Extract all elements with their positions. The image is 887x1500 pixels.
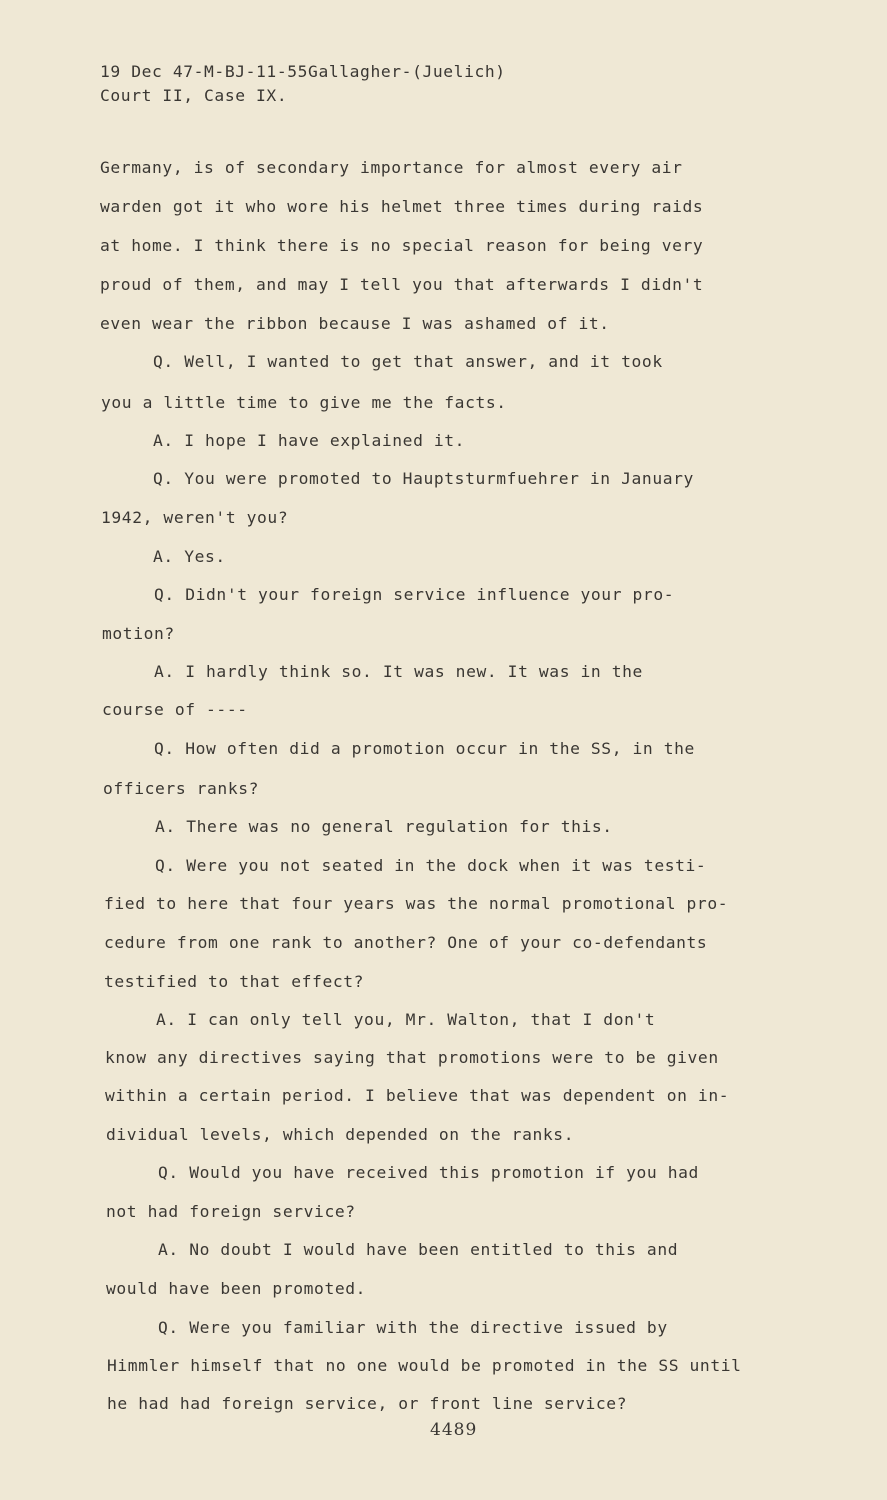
transcript-line: warden got it who wore his helmet three times during raids [100, 197, 704, 216]
transcript-line: Himmler himself that no one would be promoted in the SS until [107, 1356, 742, 1375]
transcript-line: A. There was no general regulation for this. [103, 817, 613, 836]
transcript-line: Q. Didn't your foreign service influence your pro- [102, 585, 675, 604]
transcript-line: cedure from one rank to another? One of your co-defendants [104, 933, 708, 952]
transcript-line: dividual levels, which depended on the ranks. [106, 1125, 575, 1144]
transcript-line: Q. How often did a promotion occur in the SS, in the [102, 739, 695, 758]
transcript-line: Q. Were you not seated in the dock when it was testi- [103, 856, 707, 875]
transcript-line: testified to that effect? [104, 972, 365, 991]
transcript-line: officers ranks? [103, 779, 260, 798]
transcript-line: A. I can only tell you, Mr. Walton, that I don't [104, 1010, 656, 1029]
transcript-line: proud of them, and may I tell you that afterwards I didn't [100, 275, 704, 294]
transcript-line: course of ---- [102, 700, 248, 719]
transcript-line: A. I hope I have explained it. [101, 431, 466, 450]
transcript-line: fied to here that four years was the normal promotional pro- [104, 894, 729, 913]
transcript-line: Q. Well, I wanted to get that answer, and it took [101, 352, 663, 371]
transcript-line: A. Yes. [101, 547, 226, 566]
transcript-line: he had had foreign service, or front line service? [107, 1394, 628, 1413]
transcript-line: even wear the ribbon because I was ashamed of it. [100, 314, 610, 333]
header-line-1: 19 Dec 47-M-BJ-11-55Gallagher-(Juelich) [100, 62, 506, 81]
transcript-line: within a certain period. I believe that was dependent on in- [105, 1086, 730, 1105]
transcript-line: not had foreign service? [106, 1202, 356, 1221]
transcript-line: A. I hardly think so. It was new. It was in the [102, 662, 643, 681]
transcript-line: know any directives saying that promotions were to be given [105, 1048, 719, 1067]
transcript-line: at home. I think there is no special reason for being very [100, 236, 704, 255]
transcript-line: motion? [102, 624, 175, 643]
transcript-line: Q. You were promoted to Hauptsturmfuehrer in January [101, 469, 694, 488]
transcript-line: A. No doubt I would have been entitled to this and [106, 1240, 679, 1259]
page-number: 4489 [430, 1420, 478, 1440]
transcript-line: Q. Would you have received this promotion if you had [106, 1163, 699, 1182]
transcript-line: would have been promoted. [106, 1279, 367, 1298]
header-line-2: Court II, Case IX. [100, 86, 288, 105]
transcript-line: Germany, is of secondary importance for almost every air [100, 158, 683, 177]
transcript-line: 1942, weren't you? [101, 508, 289, 527]
transcript-line: you a little time to give me the facts. [101, 393, 507, 412]
transcript-line: Q. Were you familiar with the directive issued by [106, 1318, 668, 1337]
